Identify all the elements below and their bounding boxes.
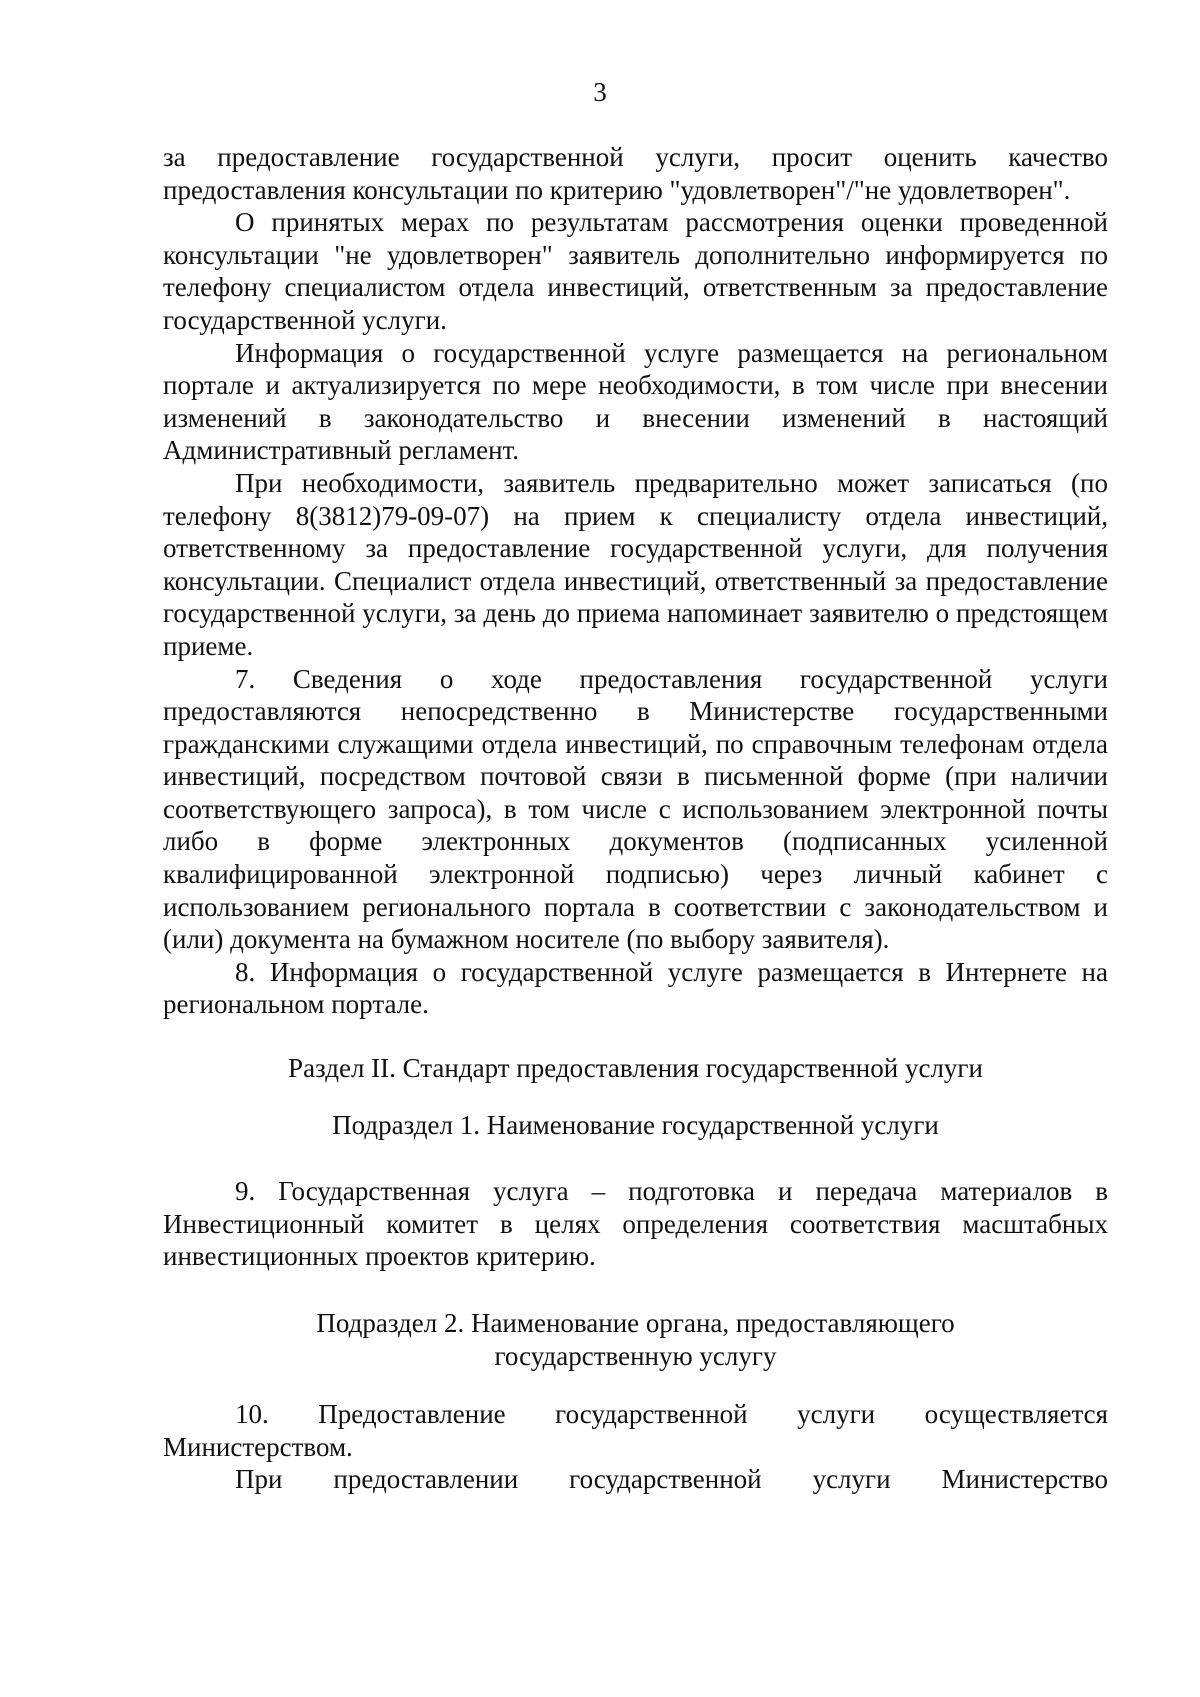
page-number: 3 [593, 77, 607, 107]
paragraph-measures: О принятых мерах по результатам рассмотрения оценки проведенной консультации "не удовлетворен" заявитель дополнительно информируется по телефону специалистом отдела инвестиций, ответственным за предоставление государственной услуги. [163, 207, 1108, 335]
paragraph-item-8: 8. Информация о государственной услуге размещается в Интернете на региональном портале. [163, 956, 1108, 1020]
section-heading: Раздел II. Стандарт предоставления государственной услуги [288, 1053, 983, 1084]
document-body [163, 141, 1108, 1496]
subsection-2-heading-line-2: государственную услугу [494, 1340, 777, 1371]
paragraph-appointment: При необходимости, заявитель предварительно может записаться (по телефону 8(3812)79-09-07) на прием к специалисту отдела инвестиций, ответственному за предоставление государственной услуги, для получения консультации. Специалист отдела инвестиций, ответственный за предоставление государственной услуги, за день до приема напоминает заявителю о предстоящем приеме. [163, 467, 1108, 661]
paragraph-item-11-start: При предоставлении государственной услуги Министерство [235, 1464, 1108, 1495]
paragraph-item-7: 7. Сведения о ходе предоставления государственной услуги предоставляются непосредственно в Министерстве государственными гражданскими служащими отдела инвестиций, по справочным телефонам отдела инвестиций, посредством почтовой связи в письменной форме (при наличии соответствующего запроса), в том числе с использованием электронной почты либо в форме электронных документов (подписанных усиленной квалифицированной электронной подписью) через личный кабинет с использованием регионального портала в соответствии с законодательством и (или) документа на бумажном носителе (по выбору заявителя). [163, 663, 1108, 955]
subsection-1-heading: Подраздел 1. Наименование государственной услуги [332, 1109, 939, 1140]
paragraph-item-9: 9. Государственная услуга – подготовка и передача материалов в Инвестиционный комитет в целях определения соответствия масштабных инвестиционных проектов критерию. [163, 1176, 1108, 1272]
subsection-2-heading-line-1: Подраздел 2. Наименование органа, предоставляющего [316, 1308, 955, 1338]
paragraph-item-10: 10. Предоставление государственной услуги осуществляется Министерством. [163, 1399, 1108, 1462]
paragraph-info-portal: Информация о государственной услуге размещается на региональном портале и актуализируется по мере необходимости, в том числе при внесении изменений в законодательство и внесении изменений в настоящий Административный регламент. [163, 337, 1108, 466]
paragraph-continuation: за предоставление государственной услуги, просит оценить качество предоставления консультации по критерию "удовлетворен"/"не удовлетворен". [163, 142, 1108, 205]
